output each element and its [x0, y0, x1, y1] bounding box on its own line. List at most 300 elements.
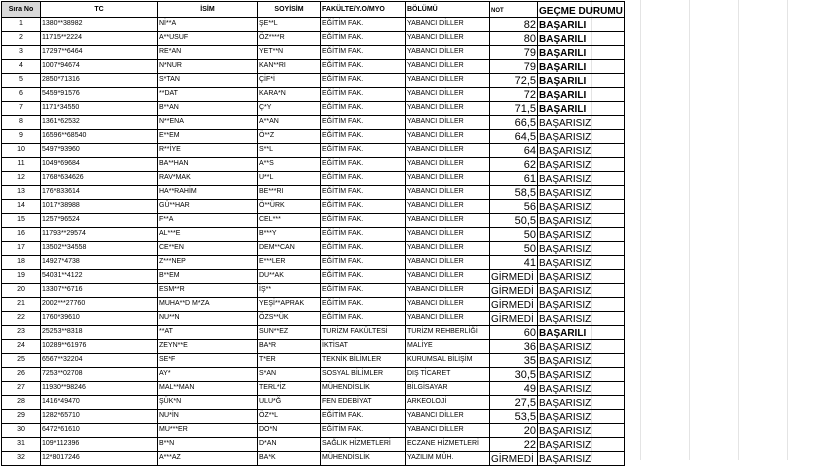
table-row — [2, 438, 625, 452]
cell-sira-no[interactable]: 25 — [2, 354, 41, 368]
cell-fakulte[interactable]: EĞİTİM FAK. — [321, 242, 406, 256]
cell-tc[interactable]: 1361*62532 — [41, 116, 158, 130]
cell-fakulte[interactable]: FEN EDEBİYAT — [321, 396, 406, 410]
cell-soyisim[interactable]: BA*R — [258, 340, 321, 354]
table-row — [2, 396, 625, 410]
table-row — [2, 298, 625, 312]
cell-fakulte[interactable]: EĞİTİM FAK. — [321, 102, 406, 116]
cell-bolum[interactable]: YABANCI DİLLER — [406, 298, 490, 312]
cell-tc[interactable]: 1257*96524 — [41, 214, 158, 228]
table-row — [2, 214, 625, 228]
cell-gecme-durumu[interactable]: BAŞARILI — [538, 326, 625, 340]
cell-soyisim[interactable]: SUN**EZ — [258, 326, 321, 340]
cell-isim[interactable]: Nİ**A — [158, 18, 258, 32]
cell-isim[interactable]: E**EM — [158, 130, 258, 144]
cell-tc[interactable]: 11930**98246 — [41, 382, 158, 396]
table-row — [2, 340, 625, 354]
cell-tc[interactable]: 2002***27760 — [41, 298, 158, 312]
cell-isim[interactable]: B**N — [158, 438, 258, 452]
cell-bolum[interactable]: YABANCI DİLLER — [406, 410, 490, 424]
cell-gecme-durumu[interactable]: BAŞARISIZ — [538, 200, 625, 214]
cell-not[interactable]: GİRMEDİ — [490, 270, 538, 284]
cell-soyisim[interactable]: DO*N — [258, 424, 321, 438]
cell-isim[interactable]: ESM**R — [158, 284, 258, 298]
cell-sira-no[interactable]: 5 — [2, 74, 41, 88]
cell-sira-no[interactable]: 1 — [2, 18, 41, 32]
cell-not[interactable]: GİRMEDİ — [490, 312, 538, 326]
cell-isim[interactable]: **AT — [158, 326, 258, 340]
cell-sira-no[interactable]: 14 — [2, 200, 41, 214]
table-body — [2, 18, 625, 466]
cell-soyisim[interactable]: Ç*Y — [258, 102, 321, 116]
empty-column-divider — [738, 0, 739, 460]
cell-not[interactable]: 53,5 — [490, 410, 538, 424]
header-sira-no[interactable]: Sıra No — [2, 2, 41, 18]
cell-fakulte[interactable]: EĞİTİM FAK. — [321, 60, 406, 74]
cell-not[interactable]: GİRMEDİ — [490, 452, 538, 466]
cell-tc[interactable]: 1049*69684 — [41, 158, 158, 172]
cell-sira-no[interactable]: 17 — [2, 242, 41, 256]
cell-tc[interactable]: 1380**38982 — [41, 18, 158, 32]
cell-isim[interactable]: ZEYN**E — [158, 340, 258, 354]
cell-gecme-durumu[interactable]: BAŞARISIZ — [538, 256, 625, 270]
cell-sira-no[interactable]: 10 — [2, 144, 41, 158]
cell-soyisim[interactable]: İŞ** — [258, 284, 321, 298]
cell-sira-no[interactable]: 4 — [2, 60, 41, 74]
cell-bolum[interactable]: YABANCI DİLLER — [406, 312, 490, 326]
table-row — [2, 32, 625, 46]
cell-sira-no[interactable]: 13 — [2, 186, 41, 200]
cell-gecme-durumu[interactable]: BAŞARISIZ — [538, 382, 625, 396]
cell-soyisim[interactable]: YET**N — [258, 46, 321, 60]
cell-tc[interactable]: 1007*94674 — [41, 60, 158, 74]
table-row — [2, 46, 625, 60]
cell-isim[interactable]: B**AN — [158, 102, 258, 116]
cell-not[interactable]: 66,5 — [490, 116, 538, 130]
cell-not[interactable]: GİRMEDİ — [490, 284, 538, 298]
table-row — [2, 158, 625, 172]
cell-isim[interactable]: A**USUF — [158, 32, 258, 46]
cell-soyisim[interactable]: YEŞİ**APRAK — [258, 298, 321, 312]
cell-isim[interactable]: ŞÜK*N — [158, 396, 258, 410]
cell-bolum[interactable]: ARKEOLOJİ — [406, 396, 490, 410]
cell-not[interactable]: 35 — [490, 354, 538, 368]
cell-not[interactable]: 36 — [490, 340, 538, 354]
cell-gecme-durumu[interactable]: BAŞARISIZ — [538, 242, 625, 256]
cell-soyisim[interactable]: DEM**CAN — [258, 242, 321, 256]
cell-soyisim[interactable]: ŞE**L — [258, 18, 321, 32]
table-row — [2, 60, 625, 74]
cell-soyisim[interactable]: T*ER — [258, 354, 321, 368]
cell-isim[interactable]: A***AZ — [158, 452, 258, 466]
cell-sira-no[interactable]: 2 — [2, 32, 41, 46]
cell-bolum[interactable]: YABANCI DİLLER — [406, 214, 490, 228]
cell-soyisim[interactable]: ÇİF*İ — [258, 74, 321, 88]
cell-isim[interactable]: **DAT — [158, 88, 258, 102]
cell-soyisim[interactable]: ULU*Ğ — [258, 396, 321, 410]
cell-not[interactable]: 72 — [490, 88, 538, 102]
cell-bolum[interactable]: DIŞ TİCARET — [406, 368, 490, 382]
cell-isim[interactable]: NU**N — [158, 312, 258, 326]
cell-fakulte[interactable]: EĞİTİM FAK. — [321, 32, 406, 46]
cell-fakulte[interactable]: EĞİTİM FAK. — [321, 256, 406, 270]
cell-gecme-durumu[interactable]: BAŞARISIZ — [538, 424, 625, 438]
cell-sira-no[interactable]: 23 — [2, 326, 41, 340]
cell-not[interactable]: 61 — [490, 172, 538, 186]
cell-soyisim[interactable]: BA*K — [258, 452, 321, 466]
cell-gecme-durumu[interactable]: BAŞARILI — [538, 18, 625, 32]
cell-not[interactable]: 79 — [490, 60, 538, 74]
header-soyisim[interactable]: SOYİSİM — [258, 2, 321, 18]
cell-tc[interactable]: 1017*38988 — [41, 200, 158, 214]
cell-soyisim[interactable]: A**AN — [258, 116, 321, 130]
table-row — [2, 228, 625, 242]
cell-fakulte[interactable]: TURİZM FAKÜLTESİ — [321, 326, 406, 340]
cell-bolum[interactable]: YABANCI DİLLER — [406, 172, 490, 186]
cell-gecme-durumu[interactable]: BAŞARILI — [538, 32, 625, 46]
cell-soyisim[interactable]: TERL*İZ — [258, 382, 321, 396]
cell-bolum[interactable]: KURUMSAL BİLİŞİM — [406, 354, 490, 368]
cell-bolum[interactable]: ECZANE HİZMETLERİ — [406, 438, 490, 452]
cell-soyisim[interactable]: D*AN — [258, 438, 321, 452]
cell-sira-no[interactable]: 8 — [2, 116, 41, 130]
cell-not[interactable]: 56 — [490, 200, 538, 214]
cell-isim[interactable]: MU***ER — [158, 424, 258, 438]
cell-soyisim[interactable]: ÖZ****R — [258, 32, 321, 46]
cell-bolum[interactable]: YABANCI DİLLER — [406, 32, 490, 46]
cell-fakulte[interactable]: EĞİTİM FAK. — [321, 172, 406, 186]
cell-tc[interactable]: 17297**6464 — [41, 46, 158, 60]
empty-column-divider — [787, 0, 788, 460]
cell-tc[interactable]: 176*833614 — [41, 186, 158, 200]
cell-fakulte[interactable]: EĞİTİM FAK. — [321, 46, 406, 60]
table-row — [2, 242, 625, 256]
cell-fakulte[interactable]: EĞİTİM FAK. — [321, 144, 406, 158]
cell-bolum[interactable]: YABANCI DİLLER — [406, 46, 490, 60]
cell-tc[interactable]: 11793**29574 — [41, 228, 158, 242]
cell-gecme-durumu[interactable]: BAŞARILI — [538, 88, 625, 102]
cell-fakulte[interactable]: MÜHENDİSLİK — [321, 452, 406, 466]
cell-not[interactable]: 20 — [490, 424, 538, 438]
cell-gecme-durumu[interactable]: BAŞARISIZ — [538, 396, 625, 410]
cell-tc[interactable]: 5497*93960 — [41, 144, 158, 158]
cell-isim[interactable]: S*TAN — [158, 74, 258, 88]
cell-tc[interactable]: 6472*61610 — [41, 424, 158, 438]
cell-soyisim[interactable]: KAN**RI — [258, 60, 321, 74]
cell-gecme-durumu[interactable]: BAŞARILI — [538, 46, 625, 60]
cell-sira-no[interactable]: 29 — [2, 410, 41, 424]
cell-bolum[interactable]: YABANCI DİLLER — [406, 144, 490, 158]
cell-not[interactable]: 50 — [490, 242, 538, 256]
cell-bolum[interactable]: YABANCI DİLLER — [406, 158, 490, 172]
cell-bolum[interactable]: TURİZM REHBERLİĞİ — [406, 326, 490, 340]
cell-tc[interactable]: 1282*65710 — [41, 410, 158, 424]
cell-sira-no[interactable]: 11 — [2, 158, 41, 172]
cell-fakulte[interactable]: EĞİTİM FAK. — [321, 88, 406, 102]
table-row — [2, 200, 625, 214]
table-row — [2, 354, 625, 368]
cell-tc[interactable]: 13307**6716 — [41, 284, 158, 298]
cell-not[interactable]: 49 — [490, 382, 538, 396]
cell-gecme-durumu[interactable]: BAŞARILI — [538, 102, 625, 116]
cell-gecme-durumu[interactable]: BAŞARILI — [538, 74, 625, 88]
cell-gecme-durumu[interactable]: BAŞARISIZ — [538, 158, 625, 172]
cell-soyisim[interactable]: B***Y — [258, 228, 321, 242]
cell-sira-no[interactable]: 12 — [2, 172, 41, 186]
table-row — [2, 18, 625, 32]
cell-gecme-durumu[interactable]: BAŞARISIZ — [538, 270, 625, 284]
cell-bolum[interactable]: YABANCI DİLLER — [406, 74, 490, 88]
cell-bolum[interactable]: YABANCI DİLLER — [406, 256, 490, 270]
cell-fakulte[interactable]: EĞİTİM FAK. — [321, 298, 406, 312]
cell-soyisim[interactable]: E***LER — [258, 256, 321, 270]
cell-fakulte[interactable]: EĞİTİM FAK. — [321, 158, 406, 172]
cell-tc[interactable]: 12*8017246 — [41, 452, 158, 466]
cell-gecme-durumu[interactable]: BAŞARISIZ — [538, 186, 625, 200]
cell-bolum[interactable]: YABANCI DİLLER — [406, 424, 490, 438]
cell-tc[interactable]: 1760*39610 — [41, 312, 158, 326]
cell-soyisim[interactable]: CEL*** — [258, 214, 321, 228]
cell-gecme-durumu[interactable]: BAŞARISIZ — [538, 172, 625, 186]
cell-not[interactable]: 64 — [490, 144, 538, 158]
cell-soyisim[interactable]: A**S — [258, 158, 321, 172]
cell-bolum[interactable]: YABANCI DİLLER — [406, 60, 490, 74]
cell-soyisim[interactable]: S**L — [258, 144, 321, 158]
cell-not[interactable]: 41 — [490, 256, 538, 270]
cell-gecme-durumu[interactable]: BAŞARISIZ — [538, 228, 625, 242]
cell-bolum[interactable]: YABANCI DİLLER — [406, 18, 490, 32]
cell-not[interactable]: 50,5 — [490, 214, 538, 228]
cell-not[interactable]: 50 — [490, 228, 538, 242]
cell-sira-no[interactable]: 15 — [2, 214, 41, 228]
cell-not[interactable]: 27,5 — [490, 396, 538, 410]
cell-sira-no[interactable]: 30 — [2, 424, 41, 438]
cell-fakulte[interactable]: EĞİTİM FAK. — [321, 270, 406, 284]
table-row — [2, 424, 625, 438]
cell-bolum[interactable]: YABANCI DİLLER — [406, 242, 490, 256]
cell-not[interactable]: 22 — [490, 438, 538, 452]
cell-gecme-durumu[interactable]: BAŞARISIZ — [538, 340, 625, 354]
table-row — [2, 116, 625, 130]
table-row — [2, 382, 625, 396]
cell-gecme-durumu[interactable]: BAŞARISIZ — [538, 438, 625, 452]
cell-fakulte[interactable]: EĞİTİM FAK. — [321, 130, 406, 144]
cell-tc[interactable]: 109*112396 — [41, 438, 158, 452]
cell-not[interactable]: 71,5 — [490, 102, 538, 116]
cell-sira-no[interactable]: 22 — [2, 312, 41, 326]
cell-sira-no[interactable]: 3 — [2, 46, 41, 60]
cell-gecme-durumu[interactable]: BAŞARILI — [538, 60, 625, 74]
cell-soyisim[interactable]: KARA*N — [258, 88, 321, 102]
cell-fakulte[interactable]: EĞİTİM FAK. — [321, 228, 406, 242]
cell-gecme-durumu[interactable]: BAŞARISIZ — [538, 368, 625, 382]
cell-bolum[interactable]: YAZILIM MÜH. — [406, 452, 490, 466]
empty-column-divider — [689, 0, 690, 460]
header-gecme-durumu[interactable]: GEÇME DURUMU — [538, 2, 625, 18]
cell-sira-no[interactable]: 27 — [2, 382, 41, 396]
cell-sira-no[interactable]: 20 — [2, 284, 41, 298]
cell-tc[interactable]: 1416*49470 — [41, 396, 158, 410]
cell-isim[interactable]: HA**RAHİM — [158, 186, 258, 200]
cell-soyisim[interactable]: ÖZ**L — [258, 410, 321, 424]
header-tc[interactable]: TC — [41, 2, 158, 18]
cell-isim[interactable]: MAL**MAN — [158, 382, 258, 396]
cell-tc[interactable]: 7253**02708 — [41, 368, 158, 382]
cell-bolum[interactable]: YABANCI DİLLER — [406, 102, 490, 116]
cell-tc[interactable]: 11715**2224 — [41, 32, 158, 46]
cell-fakulte[interactable]: EĞİTİM FAK. — [321, 200, 406, 214]
cell-isim[interactable]: SE*F — [158, 354, 258, 368]
cell-sira-no[interactable]: 21 — [2, 298, 41, 312]
cell-tc[interactable]: 6567**32204 — [41, 354, 158, 368]
cell-gecme-durumu[interactable]: BAŞARISIZ — [538, 452, 625, 466]
cell-fakulte[interactable]: İKTİSAT — [321, 340, 406, 354]
cell-gecme-durumu[interactable]: BAŞARISIZ — [538, 144, 625, 158]
header-bolum[interactable]: BÖLÜMÜ — [406, 2, 490, 18]
cell-not[interactable]: 60 — [490, 326, 538, 340]
cell-isim[interactable]: B**EM — [158, 270, 258, 284]
cell-gecme-durumu[interactable]: BAŞARISIZ — [538, 284, 625, 298]
cell-not[interactable]: 79 — [490, 46, 538, 60]
table-row — [2, 88, 625, 102]
table-row — [2, 326, 625, 340]
cell-not[interactable]: 64,5 — [490, 130, 538, 144]
cell-bolum[interactable]: YABANCI DİLLER — [406, 130, 490, 144]
table-row — [2, 368, 625, 382]
cell-soyisim[interactable]: Ö**ÜRK — [258, 200, 321, 214]
cell-isim[interactable]: F**A — [158, 214, 258, 228]
cell-fakulte[interactable]: MÜHENDİSLİK — [321, 382, 406, 396]
header-not[interactable]: NOT — [490, 2, 538, 18]
cell-sira-no[interactable]: 32 — [2, 452, 41, 466]
table-row — [2, 270, 625, 284]
cell-fakulte[interactable]: SOSYAL BİLİMLER — [321, 368, 406, 382]
cell-isim[interactable]: N*NUR — [158, 60, 258, 74]
cell-isim[interactable]: GÜ**HAR — [158, 200, 258, 214]
cell-gecme-durumu[interactable]: BAŞARISIZ — [538, 354, 625, 368]
cell-sira-no[interactable]: 9 — [2, 130, 41, 144]
cell-bolum[interactable]: YABANCI DİLLER — [406, 116, 490, 130]
table-row — [2, 312, 625, 326]
cell-tc[interactable]: 25253**8318 — [41, 326, 158, 340]
cell-soyisim[interactable]: BE***RI — [258, 186, 321, 200]
cell-fakulte[interactable]: EĞİTİM FAK. — [321, 410, 406, 424]
cell-fakulte[interactable]: EĞİTİM FAK. — [321, 116, 406, 130]
cell-gecme-durumu[interactable]: BAŞARISIZ — [538, 312, 625, 326]
cell-sira-no[interactable]: 19 — [2, 270, 41, 284]
cell-sira-no[interactable]: 18 — [2, 256, 41, 270]
cell-isim[interactable]: R**İYE — [158, 144, 258, 158]
header-row — [2, 2, 625, 18]
cell-sira-no[interactable]: 24 — [2, 340, 41, 354]
cell-tc[interactable]: 2850*71316 — [41, 74, 158, 88]
cell-isim[interactable]: AY* — [158, 368, 258, 382]
cell-bolum[interactable]: MALİYE — [406, 340, 490, 354]
cell-tc[interactable]: 54031**4122 — [41, 270, 158, 284]
cell-isim[interactable]: N**ENA — [158, 116, 258, 130]
cell-tc[interactable]: 14927*4738 — [41, 256, 158, 270]
cell-isim[interactable]: BA**HAN — [158, 158, 258, 172]
cell-bolum[interactable]: YABANCI DİLLER — [406, 200, 490, 214]
cell-tc[interactable]: 13502**34558 — [41, 242, 158, 256]
cell-sira-no[interactable]: 26 — [2, 368, 41, 382]
table-row — [2, 256, 625, 270]
table-row — [2, 74, 625, 88]
cell-not[interactable]: 72,5 — [490, 74, 538, 88]
cell-soyisim[interactable]: ÖZS**ÜK — [258, 312, 321, 326]
table-row — [2, 130, 625, 144]
header-fakulte[interactable]: FAKÜLTE/Y.O/MYO — [321, 2, 406, 18]
cell-fakulte[interactable]: EĞİTİM FAK. — [321, 214, 406, 228]
table-row — [2, 102, 625, 116]
cell-tc[interactable]: 16596**68540 — [41, 130, 158, 144]
cell-soyisim[interactable]: Ö**Z — [258, 130, 321, 144]
cell-not[interactable]: 58,5 — [490, 186, 538, 200]
cell-gecme-durumu[interactable]: BAŞARISIZ — [538, 214, 625, 228]
cell-isim[interactable]: AL***E — [158, 228, 258, 242]
cell-fakulte[interactable]: EĞİTİM FAK. — [321, 312, 406, 326]
cell-bolum[interactable]: YABANCI DİLLER — [406, 186, 490, 200]
cell-fakulte[interactable]: TEKNİK BİLİMLER — [321, 354, 406, 368]
cell-soyisim[interactable]: S*AN — [258, 368, 321, 382]
cell-fakulte[interactable]: EĞİTİM FAK. — [321, 18, 406, 32]
cell-bolum[interactable]: YABANCI DİLLER — [406, 270, 490, 284]
cell-tc[interactable]: 1768*634626 — [41, 172, 158, 186]
cell-isim[interactable]: Z***NEP — [158, 256, 258, 270]
cell-fakulte[interactable]: EĞİTİM FAK. — [321, 74, 406, 88]
cell-gecme-durumu[interactable]: BAŞARISIZ — [538, 116, 625, 130]
cell-gecme-durumu[interactable]: BAŞARISIZ — [538, 130, 625, 144]
cell-tc[interactable]: 5459*91576 — [41, 88, 158, 102]
cell-not[interactable]: 30,5 — [490, 368, 538, 382]
cell-fakulte[interactable]: SAĞLIK HİZMETLERİ — [321, 438, 406, 452]
cell-gecme-durumu[interactable]: BAŞARISIZ — [538, 410, 625, 424]
cell-fakulte[interactable]: EĞİTİM FAK. — [321, 424, 406, 438]
cell-isim[interactable]: MUHA**D M*ZA — [158, 298, 258, 312]
cell-tc[interactable]: 1171*34550 — [41, 102, 158, 116]
table-row — [2, 452, 625, 466]
cell-sira-no[interactable]: 31 — [2, 438, 41, 452]
cell-tc[interactable]: 10289**61976 — [41, 340, 158, 354]
cell-fakulte[interactable]: EĞİTİM FAK. — [321, 186, 406, 200]
cell-sira-no[interactable]: 28 — [2, 396, 41, 410]
cell-soyisim[interactable]: U**L — [258, 172, 321, 186]
cell-isim[interactable]: CE**EN — [158, 242, 258, 256]
header-isim[interactable]: İSİM — [158, 2, 258, 18]
cell-bolum[interactable]: YABANCI DİLLER — [406, 88, 490, 102]
cell-gecme-durumu[interactable]: BAŞARISIZ — [538, 298, 625, 312]
cell-not[interactable]: 82 — [490, 18, 538, 32]
cell-soyisim[interactable]: DU**AK — [258, 270, 321, 284]
cell-isim[interactable]: NU*İN — [158, 410, 258, 424]
cell-bolum[interactable]: YABANCI DİLLER — [406, 228, 490, 242]
cell-bolum[interactable]: BİLGİSAYAR — [406, 382, 490, 396]
table-row — [2, 186, 625, 200]
table-row — [2, 410, 625, 424]
cell-sira-no[interactable]: 6 — [2, 88, 41, 102]
cell-sira-no[interactable]: 16 — [2, 228, 41, 242]
results-table — [1, 1, 625, 466]
cell-sira-no[interactable]: 7 — [2, 102, 41, 116]
cell-isim[interactable]: RE*AN — [158, 46, 258, 60]
cell-fakulte[interactable]: EĞİTİM FAK. — [321, 284, 406, 298]
cell-not[interactable]: GİRMEDİ — [490, 298, 538, 312]
table-row — [2, 172, 625, 186]
cell-not[interactable]: 62 — [490, 158, 538, 172]
cell-isim[interactable]: RAV*MAK — [158, 172, 258, 186]
cell-not[interactable]: 80 — [490, 32, 538, 46]
cell-bolum[interactable]: YABANCI DİLLER — [406, 284, 490, 298]
